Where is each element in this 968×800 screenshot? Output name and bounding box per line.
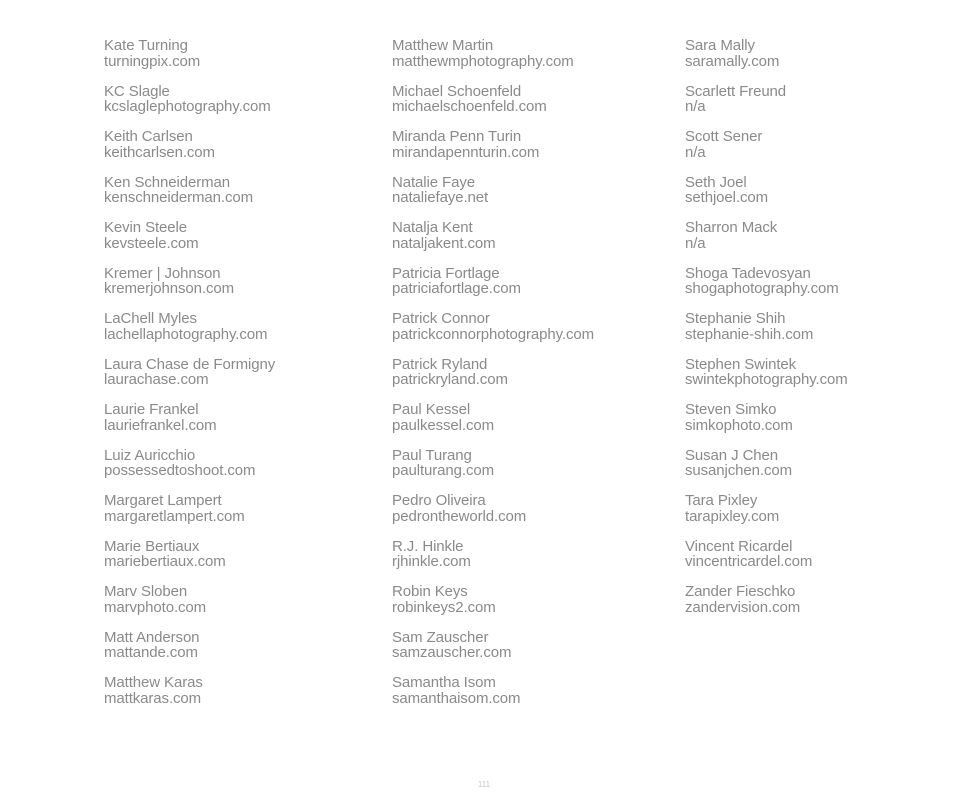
entry (685, 311, 848, 357)
photographer-website: matthewmphotography.com (392, 52, 574, 70)
photographer-name: Sharron Mack (685, 219, 778, 236)
entry (392, 675, 594, 721)
photographer-website: nataljakent.com (392, 234, 496, 252)
photographer-name: Margaret Lampert (104, 492, 222, 509)
photographer-website: paulturang.com (392, 462, 494, 479)
entry (104, 402, 275, 448)
photographer-website: robinkeys2.com (392, 598, 496, 616)
photographer-website: kcslaglephotography.com (104, 98, 271, 115)
photographer-website: samzauscher.com (392, 644, 512, 661)
entry (685, 448, 848, 494)
photographer-website: patrickryland.com (392, 371, 508, 388)
photographer-website: susanjchen.com (685, 462, 792, 479)
photographer-website: lachellaphotography.com (104, 325, 268, 343)
photographer-name: Marv Sloben (104, 583, 188, 600)
photographer-website: turningpix.com (104, 52, 201, 70)
photographer-website: keithcarlsen.com (104, 143, 215, 161)
entry (104, 84, 275, 130)
photographer-name: KC Slagle (104, 82, 170, 100)
photographer-name: Tara Pixley (685, 492, 758, 509)
photographer-name: Laura Chase de Formigny (104, 355, 276, 373)
photographer-website: n/a (685, 98, 706, 115)
photographer-website: pedrontheworld.com (392, 507, 527, 525)
entry (104, 448, 275, 494)
photographer-name: LaChell Myles (104, 310, 197, 327)
photographer-name: Kremer | Johnson (104, 264, 221, 282)
photographer-website: nataliefaye.net (392, 189, 489, 206)
photographer-name: Miranda Penn Turin (392, 128, 522, 145)
photographer-name: Sam Zauscher (392, 628, 489, 646)
entry (392, 630, 594, 676)
photographer-website: zandervision.com (685, 598, 801, 616)
entry (104, 539, 275, 585)
photographer-name: Scarlett Freund (685, 82, 787, 100)
photographer-website: patrickconnorphotography.com (392, 325, 595, 343)
entry (104, 493, 275, 539)
photographer-name: Susan J Chen (685, 446, 779, 464)
photographer-name: Paul Turang (392, 446, 472, 464)
entry (104, 311, 275, 357)
photographer-name: Marie Bertiaux (104, 537, 200, 555)
entry (685, 493, 848, 539)
photographer-website: mattkaras.com (104, 689, 202, 707)
entry (392, 493, 594, 539)
entry (392, 357, 594, 403)
photographer-website: laurachase.com (104, 371, 209, 388)
entry (685, 402, 848, 448)
photographer-website: possessedtoshoot.com (104, 462, 256, 479)
photographer-name: Patricia Fortlage (392, 264, 500, 282)
photographer-name: Kate Turning (104, 37, 188, 54)
photographer-name: Stephen Swintek (685, 355, 797, 373)
photographer-name: Scott Sener (685, 128, 763, 145)
photographer-name: Stephanie Shih (685, 310, 786, 327)
photographer-website: samanthaisom.com (392, 689, 521, 707)
entry (685, 38, 848, 84)
entry (685, 175, 848, 221)
entry (392, 220, 594, 266)
photographer-name: Seth Joel (685, 173, 747, 191)
entry (392, 129, 594, 175)
photographer-name: Sara Mally (685, 37, 755, 54)
photographer-name: Steven Simko (685, 401, 777, 418)
entry (104, 357, 275, 403)
column-1 (104, 38, 275, 721)
entry (392, 266, 594, 312)
entry (104, 175, 275, 221)
photographer-website: saramally.com (685, 52, 780, 70)
entry (392, 448, 594, 494)
photographer-website: rjhinkle.com (392, 553, 471, 570)
photographer-website: shogaphotography.com (685, 280, 839, 297)
photographer-name: Zander Fieschko (685, 583, 796, 600)
photographer-website: simkophoto.com (685, 416, 793, 434)
entry (104, 584, 275, 630)
entry (392, 175, 594, 221)
photographer-website: n/a (685, 143, 706, 161)
photographer-name: Paul Kessel (392, 401, 471, 418)
entry (104, 129, 275, 175)
entry (104, 220, 275, 266)
photographer-website: mattande.com (104, 644, 198, 661)
photographer-name: Natalie Faye (392, 173, 476, 191)
photographer-website: patriciafortlage.com (392, 280, 521, 297)
photographer-website: mirandapennturin.com (392, 143, 540, 161)
entry (104, 675, 275, 721)
column-3 (685, 38, 848, 630)
entry (685, 220, 848, 266)
photographer-website: margaretlampert.com (104, 507, 245, 525)
entry (392, 539, 594, 585)
photographer-website: swintekphotography.com (685, 371, 848, 388)
photographer-website: tarapixley.com (685, 507, 780, 525)
entry (685, 84, 848, 130)
photographer-website: kenschneiderman.com (104, 189, 254, 206)
column-2 (392, 38, 594, 721)
entry (104, 38, 275, 84)
photographer-website: n/a (685, 234, 706, 252)
photographer-website: mariebertiaux.com (104, 553, 226, 570)
entry (392, 38, 594, 84)
photographer-website: kremerjohnson.com (104, 280, 235, 297)
photographer-website: lauriefrankel.com (104, 416, 217, 434)
photographer-name: Kevin Steele (104, 219, 188, 236)
entry (104, 630, 275, 676)
entry (392, 584, 594, 630)
entry (685, 266, 848, 312)
photographer-name: Robin Keys (392, 583, 468, 600)
entry (685, 129, 848, 175)
photographer-website: marvphoto.com (104, 598, 207, 616)
photographer-name: Ken Schneiderman (104, 173, 230, 191)
entry (104, 266, 275, 312)
photographer-website: michaelschoenfeld.com (392, 98, 547, 115)
photographer-name: R.J. Hinkle (392, 537, 464, 555)
photographer-website: kevsteele.com (104, 234, 199, 252)
photographer-name: Patrick Ryland (392, 355, 488, 373)
entry (392, 84, 594, 130)
photographer-website: paulkessel.com (392, 416, 494, 434)
photographer-name: Luiz Auricchio (104, 446, 196, 464)
photographer-name: Vincent Ricardel (685, 537, 793, 555)
photographer-name: Keith Carlsen (104, 128, 193, 145)
photographer-name: Pedro Oliveira (392, 492, 486, 509)
photographer-name: Michael Schoenfeld (392, 82, 522, 100)
photographer-name: Natalja Kent (392, 219, 473, 236)
photographer-name: Matt Anderson (104, 628, 200, 646)
photographer-name: Matthew Martin (392, 37, 494, 54)
photographer-name: Laurie Frankel (104, 401, 199, 418)
entry (685, 584, 848, 630)
photographer-name: Matthew Karas (104, 674, 203, 691)
photographer-name: Patrick Connor (392, 310, 490, 327)
page-number: 111 (477, 780, 491, 789)
photographer-website: vincentricardel.com (685, 553, 813, 570)
photographer-website: sethjoel.com (685, 189, 769, 206)
photographer-name: Shoga Tadevosyan (685, 264, 811, 282)
entry (685, 539, 848, 585)
entry (685, 357, 848, 403)
photographer-name: Samantha Isom (392, 674, 496, 691)
photographer-website: stephanie-shih.com (685, 325, 814, 343)
entry (392, 402, 594, 448)
entry (392, 311, 594, 357)
